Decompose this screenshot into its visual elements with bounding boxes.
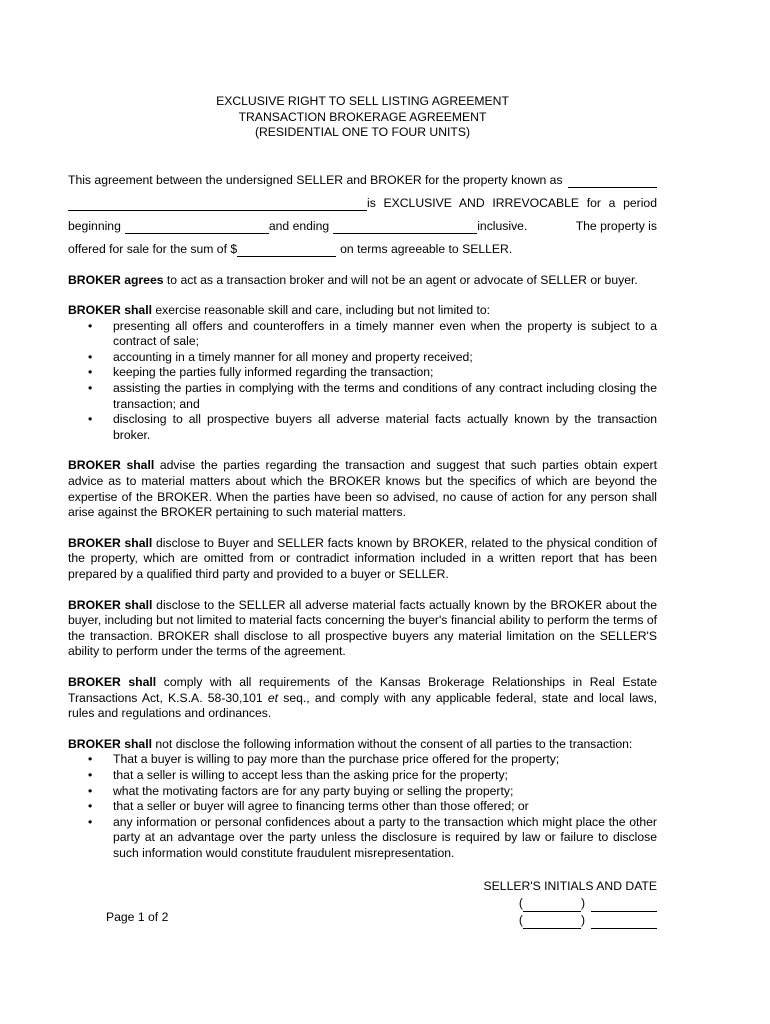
intro-line-2: is EXCLUSIVE AND IRREVOCABLE for a period xyxy=(367,195,657,210)
section-not-disclose: BROKER shall not disclose the following information without the consent of all parties to the transaction: • That a buyer is willing to pay more than the purchase price offered for the property; • that a seller is willing to accept less than the asking price for the property; • what the motivating factors are for any party buying or selling the property; • that a seller or buyer will agree to financing terms other than those offered; or • any information or personal confidences about a party to the transaction which might place the other party at an advantage over the party unless the disclosure is required by law or failure to disclose such information would constitute fraudulent misrepresentation. xyxy=(68,736,657,860)
inclusive-label: inclusive. xyxy=(477,218,528,233)
bullet-icon: • xyxy=(88,767,93,782)
list-item: • that a seller or buyer will agree to financing terms other than those offered; or xyxy=(88,799,529,814)
page-number: Page 1 of 2 xyxy=(106,910,169,924)
document-title xyxy=(68,94,657,141)
section-agrees: BROKER agrees to act as a transaction broker and will not be an agent or advocate of SELLER or buyer. xyxy=(68,272,638,287)
skill-care-list xyxy=(68,319,657,444)
title-line-1: EXCLUSIVE RIGHT TO SELL LISTING AGREEMENT xyxy=(216,94,509,108)
property-is-label: The property is xyxy=(575,218,657,233)
bullet-icon: • xyxy=(88,365,93,380)
section-skill-care: BROKER shall exercise reasonable skill and care, including but not limited to: • presenting all offers and counteroffers in a timely manner even when the property is subject to a contract of sale; • accounting in a timely manner for all money and property received; • keeping the parties fully informed regarding the transaction; • assisting the parties in complying with the terms and conditions of any contract including closing the transaction; and • disclosing to all prospective buyers all adverse material facts actually known by the transaction broker. xyxy=(68,303,657,442)
bullet-icon: • xyxy=(88,349,93,364)
bullet-icon: • xyxy=(88,799,93,814)
and-ending-label: and ending xyxy=(268,218,330,233)
section-disclose-condition: BROKER shall disclose to Buyer and SELLER facts known by BROKER, related to the physical condition of the property, which are omitted from or contradict information included in a written report that has been prepared by a qualified third party and provided to a buyer or SELLER. xyxy=(68,535,657,581)
beginning-label: beginning xyxy=(68,218,121,233)
beginning-date-blank[interactable] xyxy=(125,221,269,234)
bullet-icon: • xyxy=(88,752,93,767)
document-page xyxy=(68,94,657,862)
bullet-icon: • xyxy=(88,381,93,396)
date-field-1[interactable] xyxy=(591,899,657,912)
ending-date-blank[interactable] xyxy=(333,221,477,234)
price-blank[interactable] xyxy=(237,244,336,257)
seller-initials-label: SELLER'S INITIALS AND DATE xyxy=(483,879,657,893)
list-item: • accounting in a timely manner for all money and property received; xyxy=(88,349,473,364)
bullet-icon: • xyxy=(88,783,93,798)
title-line-3: (RESIDENTIAL ONE TO FOUR UNITS) xyxy=(254,125,471,139)
list-item: • That a buyer is willing to pay more than the purchase price offered for the property; xyxy=(88,752,560,767)
property-blank[interactable] xyxy=(568,175,657,188)
list-item: • assisting the parties in complying with the terms and conditions of any contract including closing the transaction; and xyxy=(88,381,657,411)
initials-field-2[interactable] xyxy=(523,916,581,929)
intro-paragraph xyxy=(68,173,657,257)
property-blank-2[interactable] xyxy=(68,198,367,211)
date-field-2[interactable] xyxy=(591,916,657,929)
list-item: • that a seller is willing to accept less than the asking price for the property; xyxy=(88,767,508,782)
section-disclose-buyer: BROKER shall disclose to the SELLER all adverse material facts actually known by the BROKER about the buyer, including but not limited to material facts concerning the buyer's financial ability to perform the terms of the transaction. BROKER shall disclose to all prospective buyers any material limitation on the SELLER'S ability to perform under the terms of the agreement. xyxy=(68,597,657,659)
bullet-icon: • xyxy=(88,814,93,829)
bullet-icon: • xyxy=(88,318,93,333)
section-comply: BROKER shall comply with all requirements of the Kansas Brokerage Relationships in Real Estate Transactions Act, K.S.A. 58-30,101 et seq., and comply with any applicable federal, state and local laws, rules and regulations and ordinances. xyxy=(68,674,657,721)
not-disclose-list xyxy=(68,752,657,861)
title-line-2: TRANSACTION BROKERAGE AGREEMENT xyxy=(238,109,487,124)
intro-line-1: This agreement between the undersigned SELLER and BROKER for the property known as xyxy=(68,172,563,187)
initials-field-1[interactable] xyxy=(523,899,581,912)
list-item: • presenting all offers and counteroffers in a timely manner even when the property is subject to a contract of sale; xyxy=(88,318,657,349)
terms-label: on terms agreeable to SELLER. xyxy=(340,241,513,256)
list-item: • disclosing to all prospective buyers all adverse material facts actually known by the transaction broker. xyxy=(88,412,657,442)
list-item: • any information or personal confidences about a party to the transaction which might place the other party at an advantage over the party unless the disclosure is required by law or failure to disclose such information would constitute fraudulent misrepresentation. xyxy=(88,814,657,860)
list-item: • keeping the parties fully informed regarding the transaction; xyxy=(88,365,434,380)
section-advise: BROKER shall advise the parties regarding the transaction and suggest that such parties obtain expert advice as to material matters about which the BROKER knows but the specifics of which are beyond the expertise of the BROKER. When the parties have been so advised, no cause of action for any person shall arise against the BROKER pertaining to such material matters. xyxy=(68,458,658,520)
offered-label: offered for sale for the sum of $ xyxy=(68,241,238,256)
seller-initials-block: SELLER'S INITIALS AND DATE ( ) ( ) xyxy=(68,879,657,929)
bullet-icon: • xyxy=(88,412,93,427)
list-item: • what the motivating factors are for any party buying or selling the property; xyxy=(88,783,514,798)
